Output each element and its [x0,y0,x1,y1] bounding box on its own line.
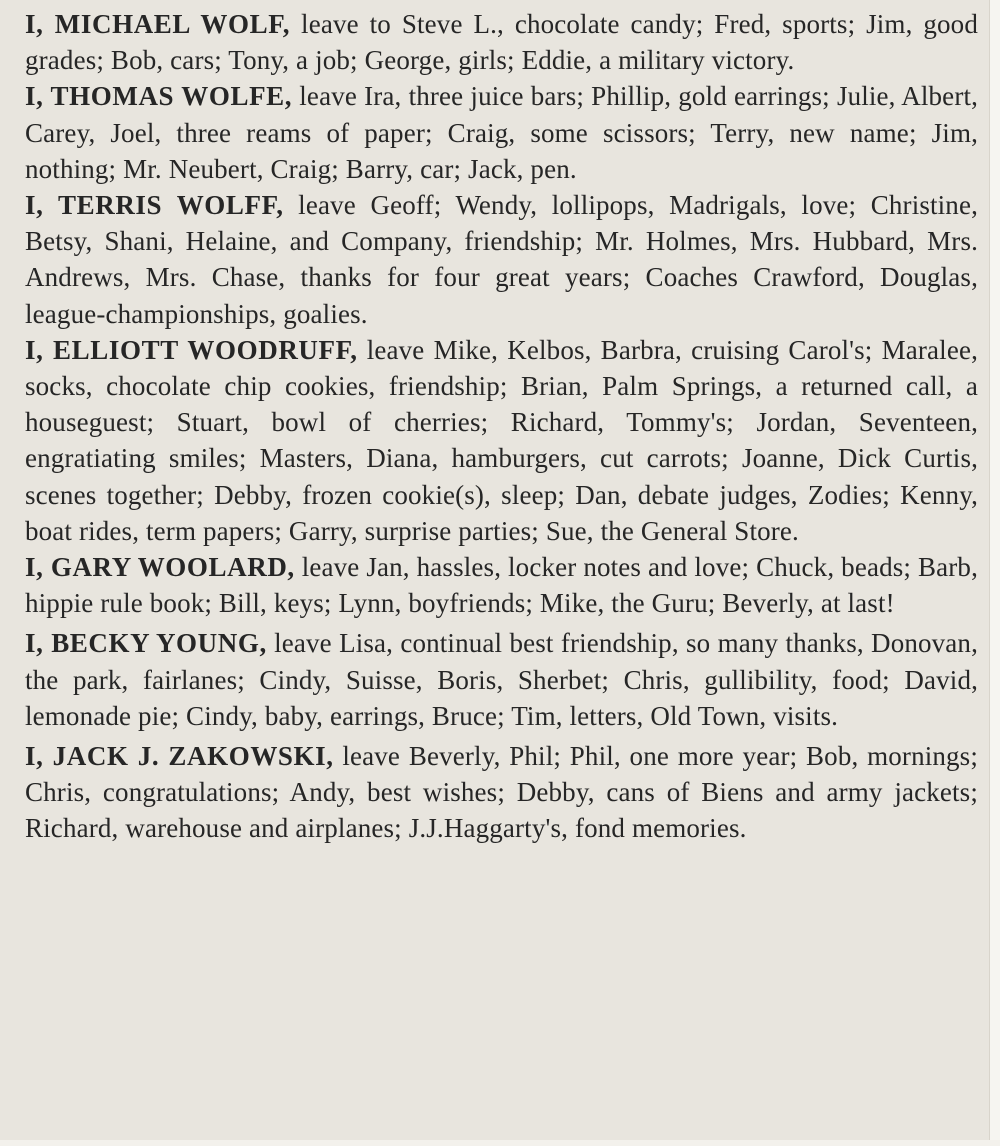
entry-name: I, GARY WOOLARD, [25,552,295,583]
entry-text: leave Beverly, Phil; Phil, one more year; Bob, mornings; Chris, congratulations; Andy, best wishes; Debby, cans of Biens and army jackets; Richard, warehouse and airplanes; J.J.Haggarty's, fond memories. [25,741,978,844]
page-edge-right [989,0,1000,1146]
entry-text: leave Mike, Kelbos, Barbra, cruising Carol's; Maralee, socks, chocolate chip cookies, friendship; Brian, Palm Springs, a returned call, a houseguest; Stuart, bowl of cherries; Richard, Tommy's; Jordan, Seventeen, engratiating smiles; Masters, Diana, hamburgers, cut carrots; Joanne, Dick Curtis, scenes together; Debby, frozen cookie(s), sleep; Dan, debate judges, Zodies; Kenny, boat rides, term papers; Garry, surprise parties; Sue, the General Store. [25,334,978,546]
will-entry-gary-woolard [25,549,978,621]
entry-text: leave Jan, hassles, locker notes and love; Chuck, beads; Barb, hippie rule book; Bill, keys; Lynn, boyfriends; Mike, the Guru; Beverly, at last! [25,552,978,619]
entry-name: I, ELLIOTT WOODRUFF, [25,334,358,365]
entry-name: I, JACK J. ZAKOWSKI, [25,741,334,772]
entry-text: leave Ira, three juice bars; Phillip, gold earrings; Julie, Albert, Carey, Joel, three reams of paper; Craig, some scissors; Terry, new name; Jim, nothing; Mr. Neubert, Craig; Barry, car; Jack, pen. [25,81,979,184]
entry-name: I, TERRIS WOLFF, [25,190,284,221]
will-entry-jack-zakowski [25,738,978,847]
entry-text: leave Lisa, continual best friendship, so many thanks, Donovan, the park, fairlanes; Cindy, Suisse, Boris, Sherbet; Chris, gullibility, food; David, lemonade pie; Cindy, baby, earrings, Bruce; Tim, letters, Old Town, visits. [25,628,978,731]
will-entry-becky-young [25,625,978,734]
will-entry-michael-wolf [25,6,978,78]
will-entry-elliott-woodruff [25,332,978,549]
will-entry-terris-wolff [25,187,978,332]
entry-text: leave Geoff; Wendy, lollipops, Madrigals, love; Christine, Betsy, Shani, Helaine, and Company, friendship; Mr. Holmes, Mrs. Hubbard, Mrs. Andrews, Mrs. Chase, thanks for four great years; Coaches Crawford, Douglas, league-championships, goalies. [25,190,978,329]
will-entry-thomas-wolfe [25,78,978,187]
entry-name: I, THOMAS WOLFE, [25,81,293,112]
entry-name: I, MICHAEL WOLF, [25,9,291,39]
page-edge-bottom [0,1140,1000,1146]
entry-name: I, BECKY YOUNG, [25,628,267,659]
entry-text: leave to Steve L., chocolate candy; Fred, sports; Jim, good grades; Bob, cars; Tony, a job; George, girls; Eddie, a military victory. [25,9,978,76]
